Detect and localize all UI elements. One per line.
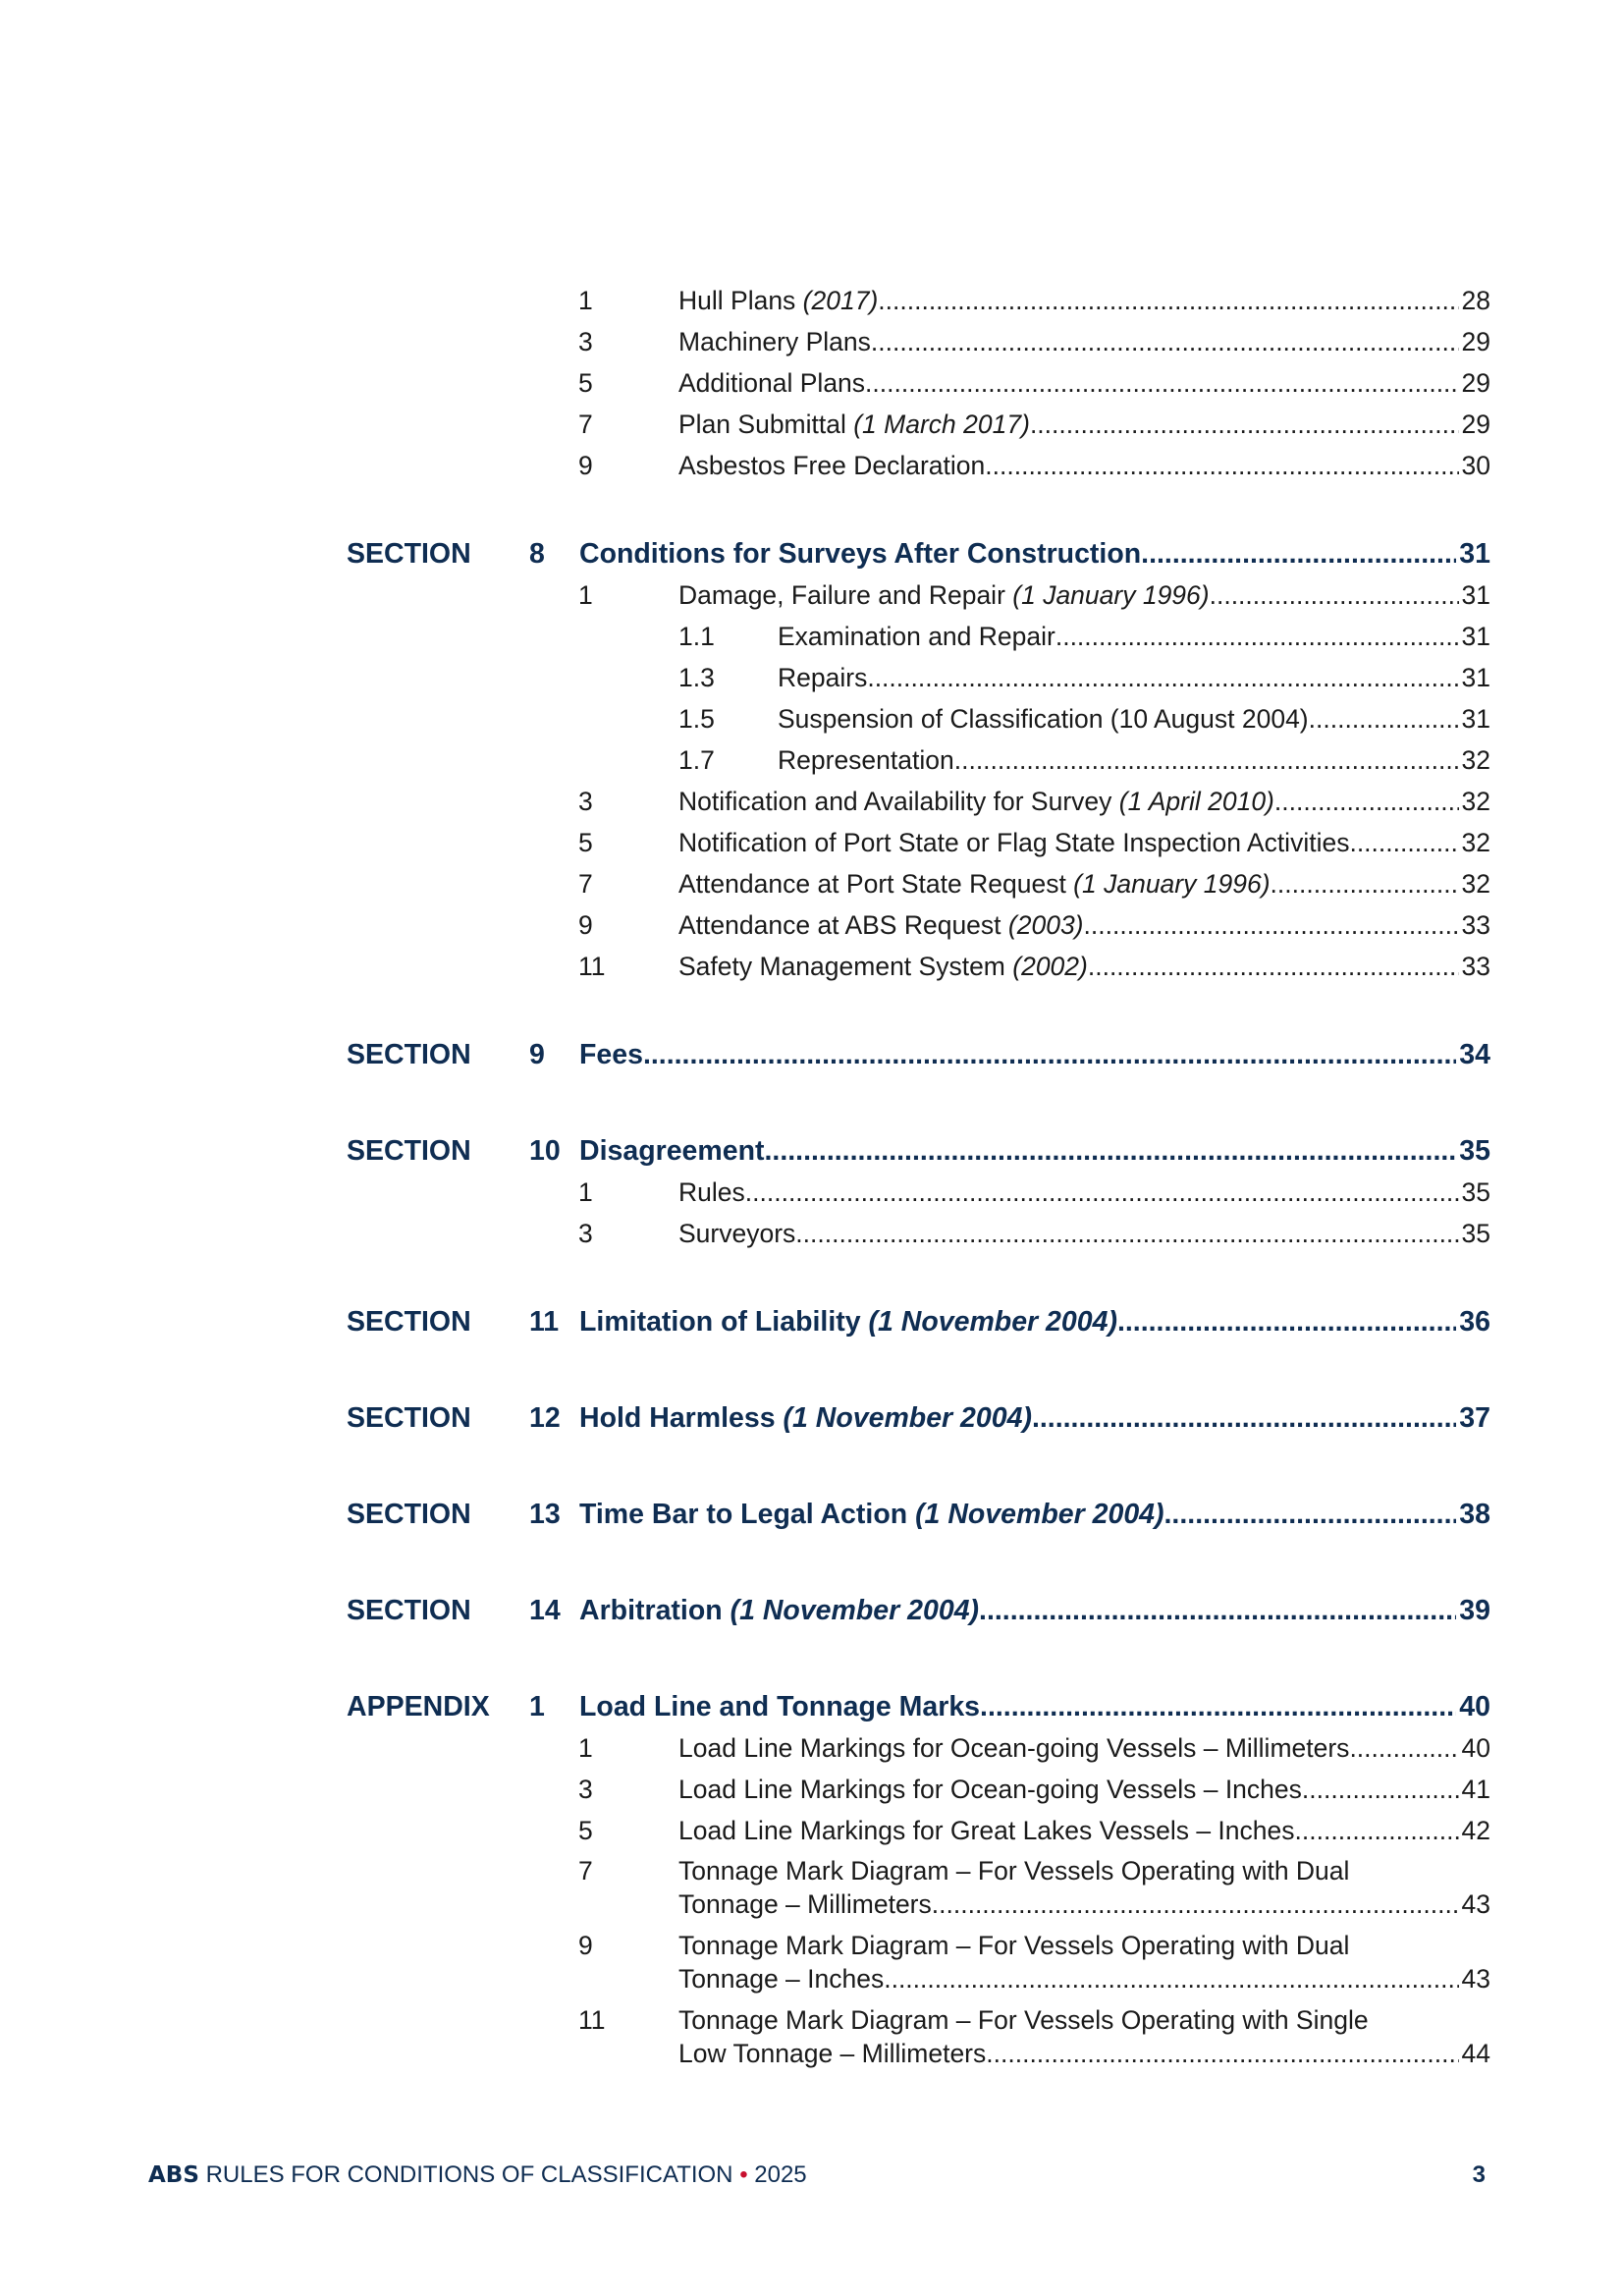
section-note: (1 November 2004) xyxy=(868,1306,1117,1338)
item-number: 3 xyxy=(578,787,593,816)
item-note: (2017) xyxy=(802,286,879,315)
dot-leader xyxy=(1349,1730,1458,1766)
subitem-number: 1.5 xyxy=(678,704,715,734)
section-note: (1 November 2004) xyxy=(783,1402,1032,1434)
section-page: 38 xyxy=(1459,1499,1490,1530)
item-title: Damage, Failure and Repair xyxy=(678,580,1013,610)
item-title: Surveyors xyxy=(678,1219,796,1248)
dot-leader xyxy=(1302,1772,1459,1807)
subitem-title: Repairs xyxy=(778,663,868,692)
section-label: SECTION xyxy=(347,538,471,570)
section-title: Disagreement xyxy=(579,1135,765,1167)
section-number: 10 xyxy=(529,1135,561,1167)
section-title: Hold Harmless xyxy=(579,1402,784,1434)
item-title: Rules xyxy=(678,1177,745,1207)
brand-name: ABS xyxy=(148,2162,199,2188)
item-title: Attendance at Port State Request xyxy=(678,869,1074,899)
section-number: 8 xyxy=(529,538,545,570)
item-title: Machinery Plans xyxy=(678,327,871,356)
item-page: 33 xyxy=(1461,910,1490,940)
item-title: Notification and Availability for Survey xyxy=(678,787,1119,816)
item-title: Tonnage Mark Diagram – For Vessels Operating with Dual xyxy=(678,1931,1350,1960)
dot-leader xyxy=(1164,1497,1457,1532)
item-number: 5 xyxy=(578,368,593,398)
dot-leader xyxy=(1309,701,1459,737)
dot-leader xyxy=(884,1962,1458,1995)
appendix-page: 40 xyxy=(1459,1691,1490,1722)
subitem-page: 31 xyxy=(1461,663,1490,692)
dot-leader xyxy=(1274,784,1459,819)
subitem-page: 31 xyxy=(1461,704,1490,734)
item-title-continued: Low Tonnage – Millimeters xyxy=(678,2039,987,2068)
bullet-separator: • xyxy=(739,2161,748,2188)
dot-leader xyxy=(1141,536,1456,572)
item-number: 11 xyxy=(578,952,606,981)
item-title: Safety Management System xyxy=(678,952,1013,981)
section-label: SECTION xyxy=(347,1499,471,1530)
item-note: (1 January 1996) xyxy=(1012,580,1210,610)
item-page: 32 xyxy=(1461,787,1490,816)
item-note: (2002) xyxy=(1012,952,1088,981)
section-label: SECTION xyxy=(347,1135,471,1167)
item-number: 7 xyxy=(578,1856,593,1886)
item-number: 3 xyxy=(578,327,593,356)
subitem-title: Examination and Repair xyxy=(778,622,1055,651)
item-title: Asbestos Free Declaration xyxy=(678,451,986,480)
subitem-page: 31 xyxy=(1461,622,1490,651)
item-number: 1 xyxy=(578,1177,593,1207)
section-number: 9 xyxy=(529,1039,545,1070)
section-title: Arbitration xyxy=(579,1595,730,1626)
item-number: 9 xyxy=(578,451,593,480)
item-page: 44 xyxy=(1461,2039,1490,2068)
page-number: 3 xyxy=(1472,2161,1486,2188)
item-title-continued: Tonnage – Inches xyxy=(678,1964,885,1994)
dot-leader xyxy=(745,1175,1459,1210)
item-number: 5 xyxy=(578,828,593,857)
dot-leader xyxy=(795,1216,1458,1251)
section-note: (1 November 2004) xyxy=(915,1499,1164,1530)
section-label: SECTION xyxy=(347,1306,471,1338)
page-footer xyxy=(148,2160,1486,2190)
item-title: Tonnage Mark Diagram – For Vessels Operating with Dual xyxy=(678,1856,1350,1886)
dot-leader xyxy=(865,365,1458,401)
section-number: 13 xyxy=(529,1499,561,1530)
dot-leader xyxy=(980,1689,1456,1724)
dot-leader xyxy=(1084,907,1459,943)
dot-leader xyxy=(954,742,1459,778)
item-number: 3 xyxy=(578,1219,593,1248)
item-title: Plan Submittal xyxy=(678,410,854,439)
subitem-title: Suspension of Classification (10 August 2004) xyxy=(778,704,1309,734)
item-number: 3 xyxy=(578,1775,593,1804)
item-note: (1 April 2010) xyxy=(1118,787,1274,816)
item-title: Load Line Markings for Ocean-going Vessels – Millimeters xyxy=(678,1733,1350,1763)
section-label: SECTION xyxy=(347,1402,471,1434)
section-note: (1 November 2004) xyxy=(730,1595,980,1626)
section-title: Conditions for Surveys After Construction xyxy=(579,538,1142,570)
item-note: (1 January 1996) xyxy=(1073,869,1271,899)
dot-leader xyxy=(1271,866,1459,902)
item-page: 29 xyxy=(1461,368,1490,398)
section-title: Limitation of Liability xyxy=(579,1306,869,1338)
section-title: Time Bar to Legal Action xyxy=(579,1499,916,1530)
dot-leader xyxy=(1117,1304,1456,1339)
dot-leader xyxy=(979,1593,1456,1628)
item-title: Tonnage Mark Diagram – For Vessels Operating with Single xyxy=(678,2005,1369,2035)
appendix-number: 1 xyxy=(529,1691,545,1722)
item-page: 33 xyxy=(1461,952,1490,981)
dot-leader xyxy=(1295,1813,1459,1848)
dot-leader xyxy=(765,1133,1457,1169)
section-page: 34 xyxy=(1459,1039,1490,1070)
dot-leader xyxy=(932,1887,1459,1921)
item-page: 31 xyxy=(1461,580,1490,610)
section-number: 12 xyxy=(529,1402,561,1434)
item-note: (1 March 2017) xyxy=(853,410,1030,439)
item-title: Load Line Markings for Ocean-going Vessels – Inches xyxy=(678,1775,1302,1804)
section-page: 31 xyxy=(1459,538,1490,570)
item-number: 1 xyxy=(578,580,593,610)
dot-leader xyxy=(871,324,1459,359)
item-page: 29 xyxy=(1461,327,1490,356)
item-page: 42 xyxy=(1461,1816,1490,1845)
section-title: Fees xyxy=(579,1039,643,1070)
item-title: Hull Plans xyxy=(678,286,803,315)
section-number: 11 xyxy=(529,1306,560,1338)
subitem-number: 1.7 xyxy=(678,745,715,775)
section-page: 36 xyxy=(1459,1306,1490,1338)
item-note: (2003) xyxy=(1007,910,1084,940)
item-title: Load Line Markings for Great Lakes Vessels – Inches xyxy=(678,1816,1295,1845)
item-page: 35 xyxy=(1461,1177,1490,1207)
subitem-page: 32 xyxy=(1461,745,1490,775)
item-number: 11 xyxy=(578,2005,606,2035)
item-page: 29 xyxy=(1461,410,1490,439)
item-page: 30 xyxy=(1461,451,1490,480)
section-number: 14 xyxy=(529,1595,561,1626)
item-number: 9 xyxy=(578,1931,593,1960)
item-page: 32 xyxy=(1461,869,1490,899)
item-title: Notification of Port State or Flag State Inspection Activities xyxy=(678,828,1350,857)
item-page: 35 xyxy=(1461,1219,1490,1248)
section-label: SECTION xyxy=(347,1595,471,1626)
item-number: 7 xyxy=(578,869,593,899)
appendix-label: APPENDIX xyxy=(347,1691,490,1722)
dot-leader xyxy=(1032,1400,1456,1436)
dot-leader xyxy=(985,448,1458,483)
dot-leader xyxy=(1210,577,1459,613)
item-page: 40 xyxy=(1461,1733,1490,1763)
document-year: 2025 xyxy=(747,2161,807,2188)
item-page: 43 xyxy=(1461,1889,1490,1919)
subitem-number: 1.3 xyxy=(678,663,715,692)
item-number: 1 xyxy=(578,286,593,315)
item-number: 7 xyxy=(578,410,593,439)
dot-leader xyxy=(986,2037,1458,2070)
appendix-title: Load Line and Tonnage Marks xyxy=(579,1691,981,1722)
dot-leader xyxy=(1349,825,1458,860)
item-page: 41 xyxy=(1461,1775,1490,1804)
item-title-continued: Tonnage – Millimeters xyxy=(678,1889,932,1919)
section-label: SECTION xyxy=(347,1039,471,1070)
item-page: 43 xyxy=(1461,1964,1490,1994)
item-number: 1 xyxy=(578,1733,593,1763)
section-page: 37 xyxy=(1459,1402,1490,1434)
dot-leader xyxy=(1030,407,1459,442)
item-page: 32 xyxy=(1461,828,1490,857)
subitem-number: 1.1 xyxy=(678,622,715,651)
item-number: 5 xyxy=(578,1816,593,1845)
item-number: 9 xyxy=(578,910,593,940)
dot-leader xyxy=(1055,619,1459,654)
subitem-title: Representation xyxy=(778,745,954,775)
item-title: Additional Plans xyxy=(678,368,866,398)
item-title: Attendance at ABS Request xyxy=(678,910,1008,940)
item-page: 28 xyxy=(1461,286,1490,315)
dot-leader xyxy=(867,660,1458,695)
dot-leader xyxy=(1088,949,1459,984)
section-page: 35 xyxy=(1459,1135,1490,1167)
section-page: 39 xyxy=(1459,1595,1490,1626)
document-title: RULES FOR CONDITIONS OF CLASSIFICATION xyxy=(198,2161,740,2188)
dot-leader xyxy=(878,283,1458,318)
dot-leader xyxy=(643,1037,1456,1072)
